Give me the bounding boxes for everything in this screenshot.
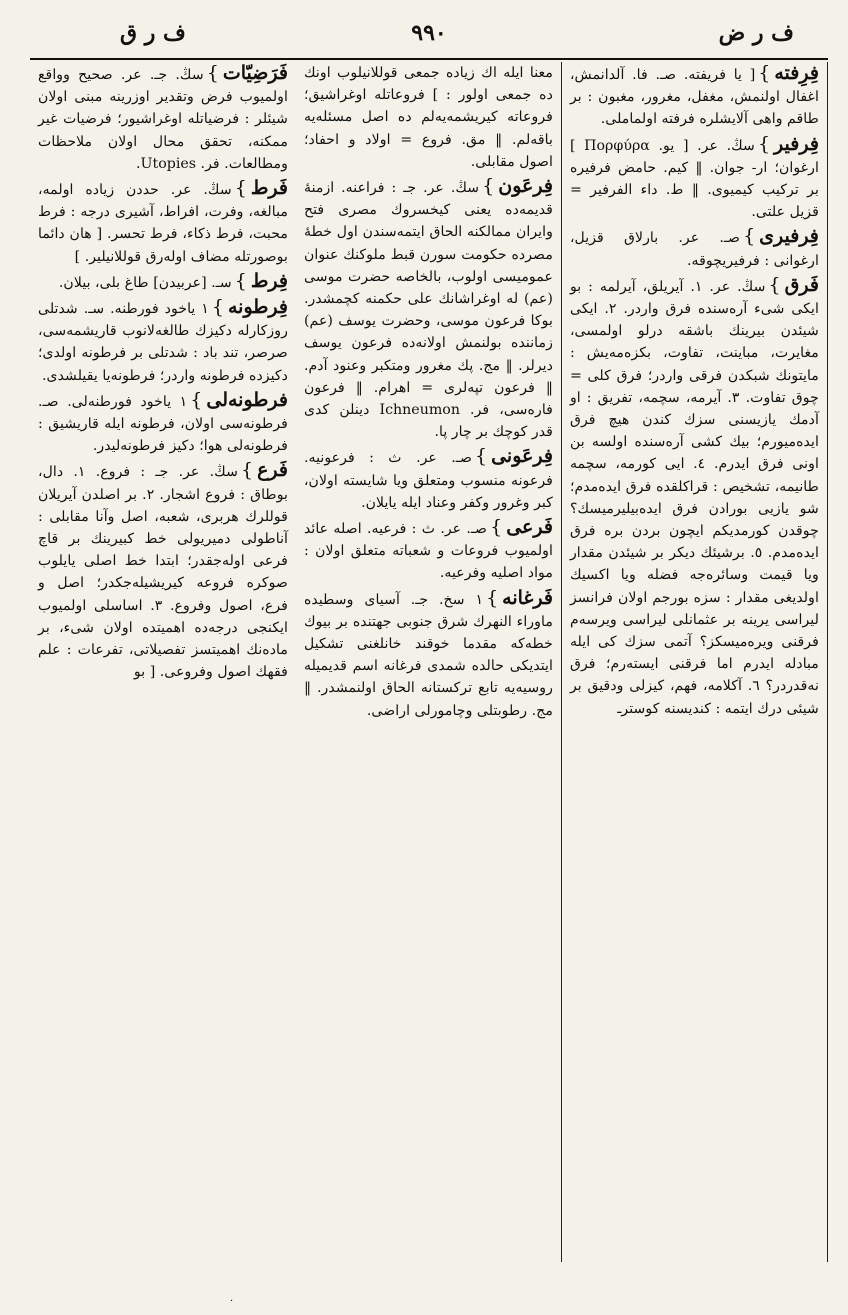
definition: سڭ. عر. [ يو. Πορφύρα ] ارغوان؛ ار- جوان. ‖ كيم. حامض فرفيره بر تركيب كيمیوی. ‖ ط. داء الفرفير = قزيل علتی. [569, 137, 819, 221]
headword: فِرِفته [774, 62, 819, 84]
definition: صـ. عر. بارلاق قزيل، ارغوانی : فرفيریچوقه. [569, 230, 819, 269]
headword: فَرَضِيّات [222, 62, 288, 84]
definition: [ يا فريفته. صـ. فا. آلدانمش، اغفال اولنمش، مغفل، مغرور، مغبون : بر طاقم واهی آلايشلره فرفته اولماملی. [569, 67, 819, 128]
headword: فرطونەلی [206, 388, 288, 411]
headword: فَرع [257, 459, 288, 482]
headword: فَرغانه [502, 586, 553, 609]
dictionary-entry [304, 445, 553, 514]
brace-glyph: } [758, 62, 771, 84]
brace-glyph: } [743, 225, 756, 248]
brace-glyph: } [234, 177, 247, 200]
definition: سڭ. جـ. عر. صحيح وواقع اولميوب فرض وتقدير اوزرينه مبنی اولان شيئلر : فرضياتله اوغراشيور؛ فرضيات غير ممكنه، تحقق محال اولان ملاحظات ومطالعات. فر. Utopies. [38, 67, 288, 172]
brace-glyph: } [486, 586, 499, 609]
headword: فَرق [784, 273, 819, 296]
headword: فِرفيری [759, 225, 819, 248]
definition: ۱ ياخود فورطنەلی. صـ. فرطونەسی اولان، فرطونه ايله قاريشيق : فرطونەلی هوا؛ دكيز فرطونەليدر. [38, 393, 288, 455]
definition: سـ. [عربيدن] طاغ بلی، بيلان. [58, 274, 232, 291]
dictionary-entry [304, 62, 553, 173]
definition: ۱ ياخود فورطنه. سـ. شدتلی روزكارله دكيزك طالغەلانوب قاريشمەسی، صرصر، تند باد : شدتلی بر فرطونه اولدی؛ دكيزده فرطونه واردر؛ فرطونەيا يقيلشدی. [38, 301, 288, 384]
column-middle [296, 62, 562, 1262]
brace-glyph: } [211, 296, 224, 319]
dictionary-entry [570, 62, 819, 131]
dictionary-entry [38, 270, 288, 294]
definition: صـ. عر. ث : فرعيه. اصله عائد اولميوب فروعات و شعباته متعلق اولان : مواد اصليه وفرعيه. [303, 521, 553, 582]
headword: فِرطونه [227, 296, 288, 319]
dictionary-entry [38, 389, 288, 458]
brace-glyph: } [206, 62, 219, 84]
headword: فِرط [250, 269, 288, 292]
page-speck: · [230, 1296, 234, 1307]
definition: سڭ. عر. ۱. آيريلق، آيرلمه : بو ايكی شیء آرەسنده فرق واردر. ۲. ايكی شيئدن بيرينك باشقه درلو اولمسی، مغايرت، مباينت، تفاوت، بكزەمەيش : مايتونك شبكدن فرقی واردر؛ فرق كلی = چوق تفاوت. ۳. آيرمه، سچمه، تفريق : او آدمك يازيسنی سزك كندن هيچ فرق ايدەميورم؛ بيك كشی آرەسنده اولسه بن اونی فرق ايدرم. ٤. ايی كورمه، سچمه طانيمه، تشخيص : قراكلقده فرق ايدەمدم؛ شو يازيی بورادن فرق ايدەبيليرميسك؟ چوقدن كورمديكم ايچون بردن بره فرق ايدەمدم. ٥. برشيئك ديكر بر شيئدن مقدار ويا قيمت وسائرەجه فضله ويا اكسيك اولديغی مقدار : سزه بورجم اولان فرانسز ليراسی يرينه بر عثمانلی ليراسی ويرسەم فرقنی ويرەميسكز؟ آتمی سزك كی ايله مبادله ايدرم اما فرقنی ايستەرم؛ فرق نەقدردر؟ ٦. آكلامه، فهم، كيزلی ودقيق بر شيئی درك ايتمه : كنديسنه كوسترـ [569, 278, 819, 717]
definition: ۱ سخ. جـ. آسيای وسطيده ماوراء النهرك شرق جنوبی جهتنده بر بيوك خطەكه مقدما خوقند خانلغنی تشكيل ايتديكی حالده شمدی فرغانه اسم قديميله روسيەيه تابع تركستانه الحاق اولنمشدر. ‖ مج. رطوبتلی وچامورلی اراضی. [303, 591, 553, 719]
brace-glyph: } [240, 459, 254, 482]
headword: فِرعَونی [491, 445, 553, 468]
definition: سڭ. عر. جـ : فراعنه. ازمنۀ قديمەده يعنی كيخسروك مصری فتح وايران ممالكنه الحاق ايتمەسندن اول خطۀ مصرده حكومت سورن قبط ملوكنك عنوان عموميسی اولوب، بالخاصه حضرت موسی (عم) له اوغراشانك علی حكمنه كچمشدر. بوكا فرعون موسی، وحضرت يوسف (عم) زماننده بولنمش اولانەده فرعون يوسف ديرلر. ‖ مج. پك مغرور ومتكبر وعنود آدم. ‖ فرعون تپەلری = اهرام. ‖ فرعون فارەسی، فر. Ichneumon دينلن كدی قدر كوچك بر چار پا. [303, 180, 553, 441]
brace-glyph: } [768, 273, 781, 296]
page-header [30, 20, 828, 60]
column-left [562, 62, 828, 1262]
dictionary-entry [38, 62, 288, 175]
definition: معنا ايله اك زياده جمعی قوللانيلوب اونك ده جمعی اولور : ] فروعاتله اوغراشيق؛ فروعاته كيريشمەيەلم ده اصل مسئلەيه باقەلم. ‖ مق. فروع = اولاد و احفاد؛ اصول مقابلی. [303, 65, 553, 170]
brace-glyph: } [490, 516, 503, 539]
text-columns [30, 62, 828, 1262]
headword: فِرعَون [498, 175, 553, 198]
dictionary-entry [304, 175, 553, 443]
dictionary-entry [38, 459, 288, 683]
dictionary-entry [570, 225, 819, 271]
brace-glyph: } [190, 388, 203, 411]
brace-glyph: } [482, 175, 495, 198]
headword: فَرعی [506, 516, 553, 539]
page-number: ۹۹۰ [411, 20, 447, 46]
column-right [30, 62, 296, 1262]
definition: سڭ. عر. جـ : فروع. ۱. دال، بوطاق : فروع اشجار. ۲. بر اصلدن آيريلان قوللرك هربری، شعبه، اصل وآنا مقابلی : آناطولی دميريولی خط كبيرينك بر قاچ فرعی اولەجقدر؛ ابتدا خط اصلی يايلوب صوكره فروعه كيريشيلەجكدر؛ اصل و فرع، اصول وفروع. ۳. اساسلی اولميوب ايكنجی درجەده اهميتده اولان شیء، بر مادەنك اهميتسز تفصيلاتی، تفرعات : علم فقهك اصول وفروعی. [ بو [38, 464, 288, 681]
dictionary-entry [304, 516, 553, 585]
brace-glyph: } [475, 445, 488, 468]
dictionary-entry [570, 133, 819, 224]
dictionary-entry [570, 274, 819, 720]
dictionary-entry [38, 296, 288, 387]
headword: فَرط [250, 177, 288, 200]
header-left-letters: ف ر ق [120, 20, 186, 46]
dictionary-entry [304, 587, 553, 722]
definition: صـ. عر. ث : فرعونيه. فرعونه منسوب ومتعلق ويا شايسته اولان، كبر وغرور وكفر وعناد ايله يايلان. [303, 450, 553, 511]
definition: سڭ. عر. حددن زياده اولمه، مبالغه، وفرت، افراط، آشيری درجه : فرط محبت، فرط ذكاء، فرط تحسر. [ هان دائما بوصورتله مضاف اولەرق قوللانيلير. ] [38, 182, 288, 265]
headword: فِرفير [774, 132, 819, 155]
dictionary-entry [38, 177, 288, 268]
brace-glyph: } [234, 269, 247, 292]
brace-glyph: } [757, 132, 771, 155]
header-right-letters: ف ر ض [718, 20, 794, 46]
